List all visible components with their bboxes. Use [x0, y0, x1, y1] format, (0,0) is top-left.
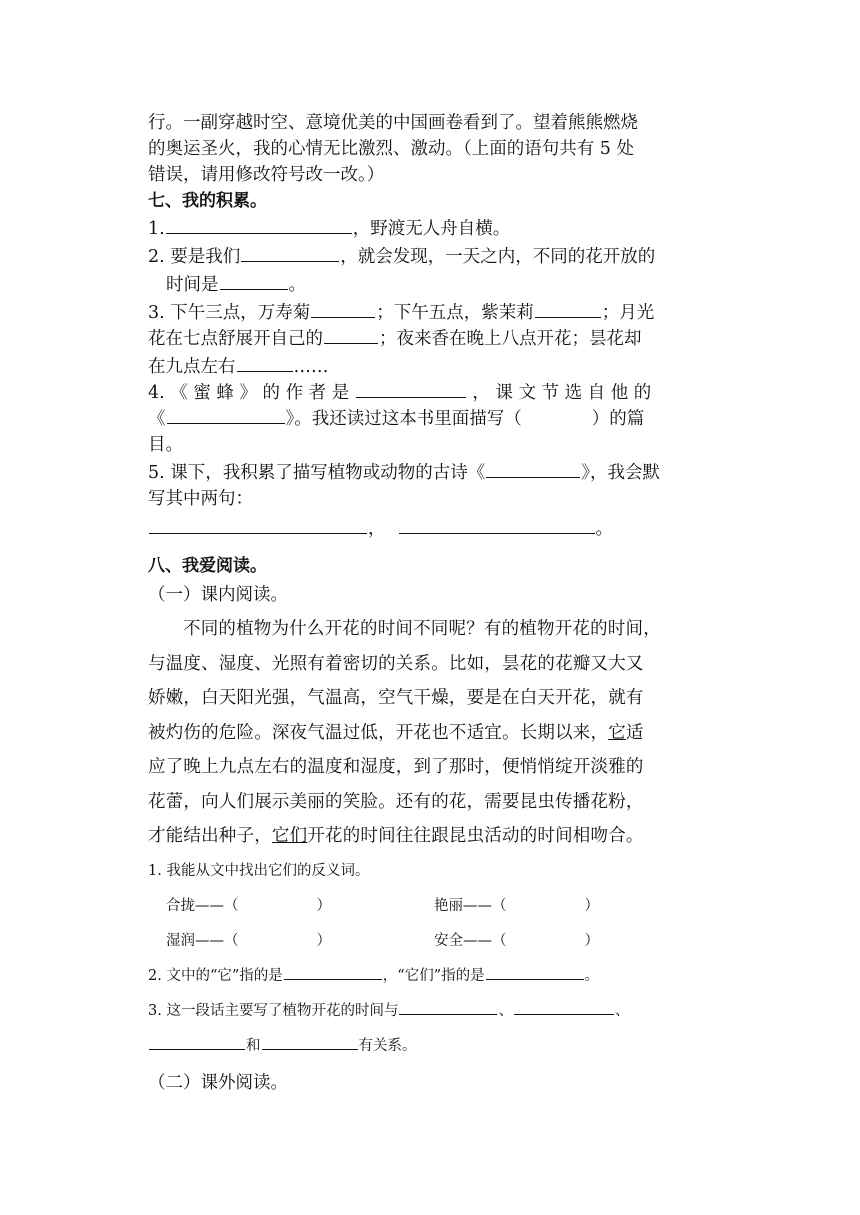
q2-text-a: 2. 文中的“它”指的是	[148, 967, 283, 984]
q5-blank-1[interactable]	[486, 458, 580, 478]
part-1-title: （一）课内阅读。	[148, 585, 288, 605]
sec7-q3-line-3	[148, 352, 713, 380]
sec7-q4-line-3: 目。	[148, 435, 183, 455]
sec7-q4-line-1	[148, 380, 713, 406]
passage-line-6: 花蕾，向人们展示美丽的笑脸。还有的花，需要昆虫传播花粉，	[148, 791, 644, 812]
sec7-q2-line-1	[148, 242, 713, 270]
q2-text-c: 时间是	[166, 275, 219, 295]
passage-line-3: 娇嫩，白天阳光强，气温高，空气干燥，要是在白天开花，就有	[148, 688, 644, 708]
q2-text-b: ，“它们”指的是	[382, 967, 485, 984]
q3-blank-3[interactable]	[149, 1032, 245, 1050]
q2-text-b: ，就会发现，一天之内，不同的花开放的	[340, 247, 656, 267]
q5-blank-3[interactable]	[399, 516, 595, 534]
sec8-q1: 1. 我能从文中找出它们的反义词。	[148, 862, 370, 879]
q5-blank-2[interactable]	[149, 516, 367, 534]
q3-text-a: 3. 下午三点，万寿菊	[148, 303, 311, 323]
q3-text-a: 3. 这一段话主要写了植物开花的时间与	[148, 1002, 399, 1019]
q2-blank-it[interactable]	[284, 962, 382, 980]
q4-text-a: 4. 《 蜜 蜂 》 的 作 者 是	[148, 383, 350, 403]
q5-text-b: 》，我会默	[581, 463, 661, 483]
q4-text-d: 》。我还读过这本书里面描写（	[285, 409, 522, 429]
antonym-word: 安全——（	[434, 932, 507, 949]
sec7-q2-line-2	[148, 270, 713, 298]
passage-line-4c: 适	[625, 722, 644, 743]
q3-text-b: ；下午五点，紫茉莉	[376, 303, 534, 323]
sec7-q3-line-1	[148, 298, 713, 326]
q3-blank-3[interactable]	[324, 326, 378, 344]
antonym-close: ）	[584, 897, 599, 914]
sec8-q3-line-2	[148, 1029, 713, 1064]
antonym-close: ）	[316, 897, 331, 914]
q3-blank-2[interactable]	[535, 298, 601, 318]
underlined-they: 它们	[271, 826, 308, 846]
worksheet-page	[148, 110, 713, 1098]
section-7-title: 七、我的积累。	[148, 191, 267, 211]
sec8-q3-line-1	[148, 994, 713, 1029]
q2-blank-they[interactable]	[486, 962, 584, 980]
q3-text-e: ；夜来香在晚上八点开花；昙花却	[379, 329, 642, 349]
q4-blank-2[interactable]	[167, 406, 285, 424]
antonym-row-2	[148, 924, 713, 959]
intro-line-1: 行。一副穿越时空、意境优美的中国画卷看到了。望着熊熊燃烧	[148, 113, 638, 133]
sec7-q5-line-1	[148, 458, 713, 486]
q2-text-d: 。	[288, 275, 306, 295]
antonym-item-2	[434, 889, 599, 924]
reading-passage	[148, 612, 713, 854]
q5-text-d: ，	[368, 519, 386, 539]
q2-blank-2[interactable]	[220, 270, 288, 290]
q4-text-e: ）的篇	[591, 409, 645, 429]
antonym-item-4	[434, 924, 599, 959]
passage-line-4a: 被灼伤的危险。深夜气温过低，开花也不适宜。长期以来，	[148, 722, 609, 743]
q5-text-a: 5. 课下，我积累了描写植物或动物的古诗《	[148, 463, 486, 483]
passage-line-2: 与温度、湿度、光照有着密切的关系。比如，昙花的花瓣又大又	[148, 653, 644, 674]
sec7-q1	[148, 214, 713, 242]
sec7-q4-line-2	[148, 406, 713, 432]
passage-line-4	[148, 716, 713, 751]
antonym-item-3	[166, 924, 434, 959]
q3-text-g: ……	[293, 357, 329, 377]
part-2-title: （二）课外阅读。	[148, 1072, 288, 1093]
q3-blank-4[interactable]	[237, 352, 293, 372]
passage-line-1: 不同的植物为什么开花的时间不同呢？有的植物开花的时间，	[183, 619, 661, 639]
q3-text-c: 、	[614, 1002, 630, 1019]
q3-blank-1[interactable]	[311, 298, 375, 318]
intro-line-2: 的奥运圣火，我的心情无比激烈、激动。（上面的语句共有 5 处	[148, 139, 635, 159]
q3-text-c: ；月光	[601, 303, 655, 323]
q3-text-e: 有关系。	[358, 1037, 417, 1054]
antonym-row-1	[148, 889, 713, 924]
antonym-item-1	[166, 889, 434, 924]
antonym-word: 艳丽——（	[434, 897, 507, 914]
sec8-q2	[148, 959, 713, 994]
q3-text-d: 花在七点舒展开自己的	[148, 329, 323, 349]
q1-blank[interactable]	[166, 214, 352, 234]
q2-text-a: 2. 要是我们	[148, 247, 241, 267]
section-8-title: 八、我爱阅读。	[148, 556, 267, 576]
q3-text-b: 、	[498, 1002, 513, 1019]
q2-text-c: 。	[584, 967, 600, 984]
q1-number: 1.	[148, 219, 165, 239]
q3-blank-1[interactable]	[399, 997, 497, 1015]
q5-text-e: 。	[595, 519, 613, 539]
passage-line-5: 应了晚上九点左右的温度和湿度，到了那时，便悄悄绽开淡雅的	[148, 757, 644, 777]
passage-line-7	[148, 819, 713, 854]
q3-text-d: 和	[246, 1037, 261, 1054]
q1-text: ，野渡无人舟自横。	[352, 219, 511, 239]
q4-blank-1[interactable]	[356, 380, 466, 398]
q3-blank-2[interactable]	[514, 997, 614, 1015]
antonym-word: 湿润——（	[166, 932, 239, 949]
intro-line-3: 错误，请用修改符号改一改。）	[148, 165, 385, 185]
antonym-word: 合拢——（	[166, 897, 239, 914]
q3-text-f: 在九点左右	[148, 357, 236, 377]
sec7-q5-line-2: 写其中两句：	[148, 489, 253, 509]
q3-blank-4[interactable]	[262, 1032, 358, 1050]
sec7-q5-line-3	[148, 516, 713, 542]
underlined-it: 它	[608, 722, 626, 743]
q2-blank-1[interactable]	[241, 242, 339, 262]
sec7-q3-line-2	[148, 326, 713, 352]
q4-text-c: 《	[148, 409, 166, 429]
passage-line-7a: 才能结出种子，	[148, 826, 272, 846]
q4-text-b: ， 课 文 节 选 自 他 的	[472, 383, 652, 403]
passage-line-7c: 开花的时间往往跟昆虫活动的时间相吻合。	[307, 826, 644, 846]
antonym-close: ）	[316, 932, 331, 949]
antonym-close: ）	[584, 932, 599, 949]
